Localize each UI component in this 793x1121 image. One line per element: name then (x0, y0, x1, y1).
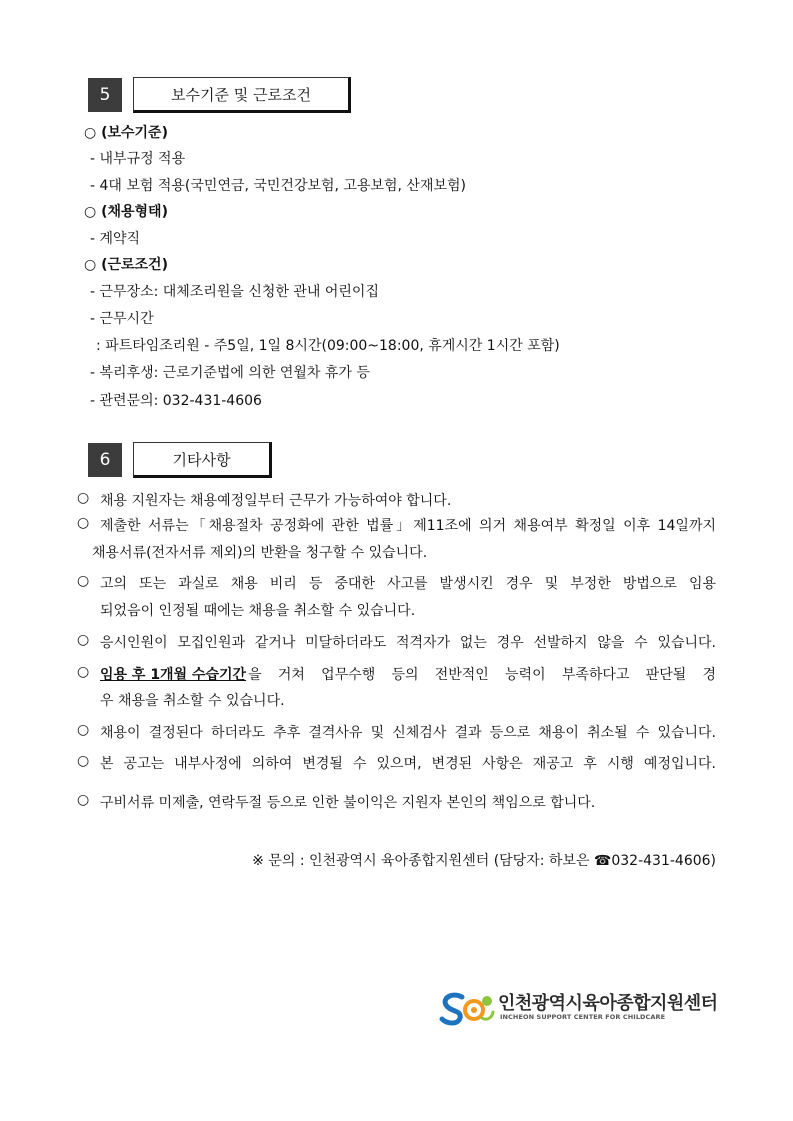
notice-item-continued: 채용서류(전자서류 제외)의 반환을 청구할 수 있습니다. (92, 545, 428, 561)
list-item: - 계약직 (90, 231, 141, 247)
list-item: : 파트타임조리원 - 주5일, 1일 8시간(09:00~18:00, 휴게시간 1시간 포함) (96, 338, 560, 354)
contact-info: ※ 문의 : 인천광역시 육아종합지원센터 (담당자: 하보은 ☎032-431-4606) (252, 853, 716, 869)
list-item: - 내부규정 적용 (90, 151, 186, 167)
notice-item (100, 664, 716, 684)
employment-type-heading: ○ (채용형태) (84, 204, 168, 220)
section-title: 보수기준 및 근로조건 (133, 77, 351, 113)
notice-item: 제출한 서류는「채용절차 공정화에 관한 법률」제11조에 의거 채용여부 확정일 이후 14일까지 (100, 518, 716, 534)
section-title: 기타사항 (133, 442, 272, 478)
bullet: ○ (77, 515, 90, 531)
bullet: ○ (77, 632, 90, 648)
logo-name-korean: 인천광역시육아종합지원센터 (498, 993, 718, 1014)
section-number-badge: 5 (88, 78, 122, 112)
logo-mark-icon (438, 988, 496, 1028)
section-number-badge: 6 (88, 443, 122, 477)
probation-emphasis: 임용 후 1개월 수습기간 (100, 667, 247, 683)
list-item: - 근무시간 (90, 311, 154, 327)
bullet: ○ (77, 573, 90, 589)
notice-item-continued: 되었음이 인정될 때에는 채용을 취소할 수 있습니다. (100, 603, 416, 619)
pay-standard-heading: ○ (보수기준) (84, 125, 168, 141)
notice-item: 고의 또는 과실로 채용 비리 등 중대한 사고를 발생시킨 경우 및 부정한 방법으로 임용 (100, 576, 716, 592)
bullet: ○ (77, 490, 90, 506)
work-conditions-heading: ○ (근로조건) (84, 257, 168, 273)
list-item: - 복리후생: 근로기준법에 의한 연월차 휴가 등 (90, 365, 370, 381)
list-item: - 4대 보험 적용(국민연금, 국민건강보험, 고용보험, 산재보험) (90, 178, 466, 194)
bullet: ○ (77, 792, 90, 808)
notice-item: 구비서류 미제출, 연락두절 등으로 인한 불이익은 지원자 본인의 책임으로 합니다. (100, 795, 596, 811)
notice-item: 응시인원이 모집인원과 같거나 미달하더라도 적격자가 없는 경우 선발하지 않을 수 있습니다. (100, 635, 716, 651)
bullet: ○ (77, 664, 90, 680)
center-logo (438, 988, 718, 1028)
notice-item-continued: 우 채용을 취소할 수 있습니다. (100, 693, 285, 709)
notice-item-text: 을 거쳐 업무수행 등의 전반적인 능력이 부족하다고 판단될 경 (248, 667, 716, 683)
list-item: - 관련문의: 032-431-4606 (90, 393, 262, 409)
notice-item: 채용 지원자는 채용예정일부터 근무가 가능하여야 합니다. (100, 493, 452, 509)
bullet: ○ (77, 722, 90, 738)
bullet: ○ (77, 753, 90, 769)
notice-item: 채용이 결정된다 하더라도 추후 결격사유 및 신체검사 결과 등으로 채용이 취소될 수 있습니다. (100, 725, 716, 741)
logo-name-english: INCHEON SUPPORT CENTER FOR CHILDCARE (500, 1013, 666, 1021)
list-item: - 근무장소: 대체조리원을 신청한 관내 어린이집 (90, 284, 379, 300)
notice-item: 본 공고는 내부사정에 의하여 변경될 수 있으며, 변경된 사항은 재공고 후 시행 예정입니다. (100, 756, 716, 772)
